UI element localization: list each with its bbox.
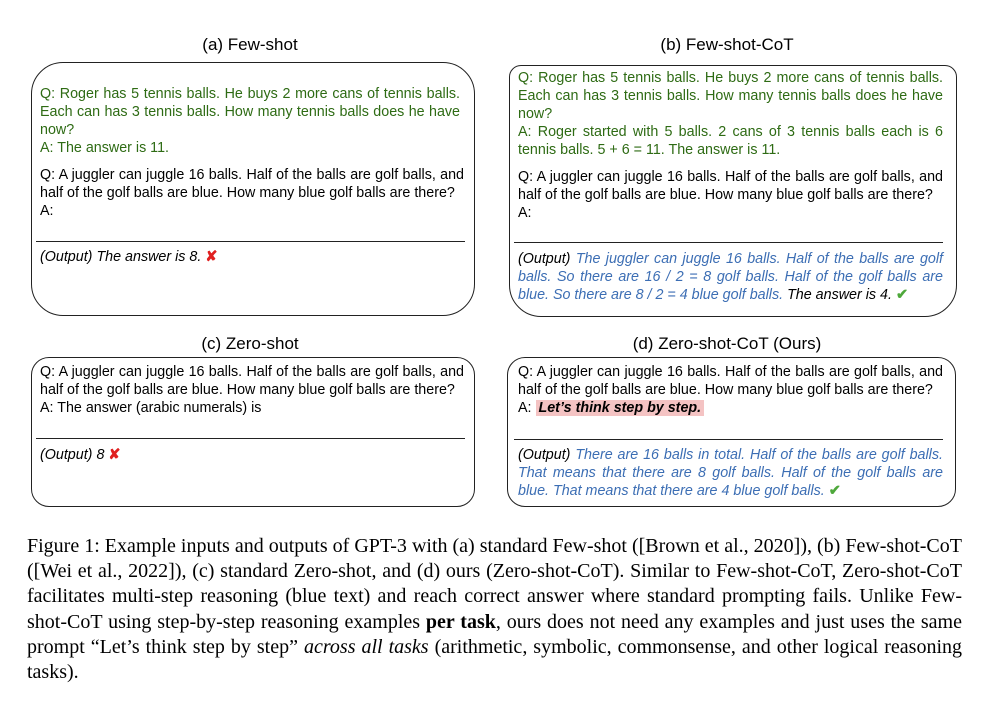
panel-b-output-answer: The answer is 4. <box>787 287 892 303</box>
caption-part-1: Figure 1: Example inputs and outputs of GPT-3 with (a) standard Few-shot ([Brown et al., 2020]), (b) Few-shot-CoT ([Wei et al., 2022]), (c) standard Zero-shot, and (d) ours (Zero-shot-CoT). Similar to Few-shot-CoT, Zero-shot-CoT facilitates multi-step reasoning (blue text) and reach correct answer where standard prompting fails. Unlike Few-shot-CoT using step-by-step reasoning examples <box>27 535 962 633</box>
panel-a-output-label: (Output) <box>40 249 93 265</box>
panel-a-output <box>40 248 460 266</box>
panel-b-output-reasoning: The juggler can juggle 16 balls. Half of the balls are golf balls. So there are 16 / 2 = 8 golf balls. Half of the golf balls are blue. So there are 8 / 2 = 4 blue golf balls. <box>518 251 943 303</box>
panel-a-title: (a) Few-shot <box>202 35 298 54</box>
panel-b-example-question: Q: Roger has 5 tennis balls. He buys 2 more cans of tennis balls. Each can has 3 tennis balls. How many tennis balls does he have now? <box>518 70 943 122</box>
panel-d-question-text: Q: A juggler can juggle 16 balls. Half of the balls are golf balls, and half of the golf balls are blue. How many blue golf balls are there? <box>518 364 943 398</box>
panel-d-divider <box>514 439 943 440</box>
check-icon: ✔ <box>828 483 841 499</box>
panel-d-answer-line <box>518 399 943 417</box>
panel-b-example-answer: A: Roger started with 5 balls. 2 cans of 3 tennis balls each is 6 tennis balls. 5 + 6 = 11. The answer is 11. <box>518 124 943 158</box>
panel-a-answer-prefix: A: <box>40 203 54 219</box>
panel-b-question-text: Q: A juggler can juggle 16 balls. Half of the balls are golf balls, and half of the golf balls are blue. How many blue golf balls are there? <box>518 169 943 203</box>
caption-bold: per task <box>425 610 496 633</box>
caption-part-2: , ours does not need any examples and just uses the same prompt “Let’s think step by step” <box>27 610 962 658</box>
panel-c-answer-prefix: A: The answer (arabic numerals) is <box>40 400 262 416</box>
panel-d-output-reasoning: There are 16 balls in total. Half of the balls are golf balls. That means that there are 8 golf balls. Half of the golf balls are blue. That means that there are 4 blue golf balls. <box>518 447 943 499</box>
panel-d-prompt-highlight: Let’s think step by step. <box>536 400 705 416</box>
panel-d-title: (d) Zero-shot-CoT (Ours) <box>632 334 822 353</box>
panel-a-output-text: The answer is 8. <box>96 249 202 265</box>
panel-b-title: (b) Few-shot-CoT <box>660 35 794 54</box>
caption-part-3: (arithmetic, symbolic, commonsense, and other logical reasoning tasks). <box>27 635 963 684</box>
cross-icon: ✘ <box>205 249 218 265</box>
panel-a-divider <box>36 241 465 242</box>
panel-c-output-label: (Output) <box>40 447 93 463</box>
panel-a-question <box>40 166 464 220</box>
panel-d-answer-prefix: A: <box>518 400 532 416</box>
panel-d-output <box>518 446 943 500</box>
panel-c-output <box>40 446 460 464</box>
panel-b-example <box>518 69 943 159</box>
panel-b-answer-prefix: A: <box>518 205 532 221</box>
panel-d-question <box>518 363 943 417</box>
panel-c-divider <box>36 438 465 439</box>
panel-c-question <box>40 363 464 417</box>
panel-c-question-text: Q: A juggler can juggle 16 balls. Half of the balls are golf balls, and half of the golf balls are blue. How many blue golf balls are there? <box>40 364 464 398</box>
caption-italic: across all tasks <box>304 635 429 658</box>
panel-b-question <box>518 168 943 222</box>
panel-b-divider <box>514 242 943 243</box>
panel-c-title: (c) Zero-shot <box>201 334 299 353</box>
panel-d-output-label: (Output) <box>518 447 571 463</box>
panel-b-output-label: (Output) <box>518 251 571 267</box>
check-icon: ✔ <box>895 287 908 303</box>
panel-b-output <box>518 250 943 304</box>
panel-a-example-answer: A: The answer is 11. <box>40 140 169 156</box>
panel-a-example-question: Q: Roger has 5 tennis balls. He buys 2 more cans of tennis balls. Each can has 3 tennis balls. How many tennis balls does he have now? <box>40 86 460 138</box>
panel-c-output-text: 8 <box>96 447 105 463</box>
cross-icon: ✘ <box>108 447 121 463</box>
panel-a-question-text: Q: A juggler can juggle 16 balls. Half of the balls are golf balls, and half of the golf balls are blue. How many blue golf balls are there? <box>40 167 464 201</box>
panel-a-example <box>40 85 460 157</box>
figure-caption <box>27 534 962 685</box>
